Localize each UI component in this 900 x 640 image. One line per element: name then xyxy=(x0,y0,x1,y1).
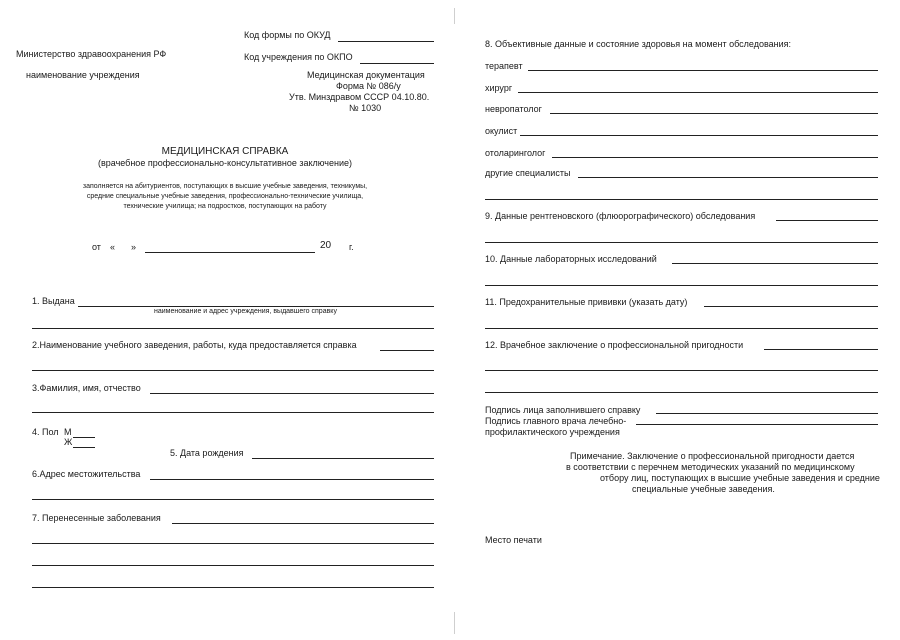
approved-label: Утв. Минздравом СССР 04.10.80. xyxy=(289,92,430,102)
note-block xyxy=(566,451,886,495)
signature-chief-label-1: Подпись главного врача лечебно- xyxy=(485,416,627,426)
quote-close: » xyxy=(131,242,137,252)
field-5-label: 5. Дата рождения xyxy=(170,448,244,458)
okpo-label: Код учреждения по ОКПО xyxy=(244,52,353,62)
doc-type: Медицинская документация xyxy=(307,70,425,80)
instruction-line-1: заполняется на абитуриентов, поступающих в высшие учебные заведения, техникумы, xyxy=(82,183,368,190)
page-title: МЕДИЦИНСКАЯ СПРАВКА xyxy=(161,146,289,157)
field-5-line[interactable] xyxy=(252,458,434,459)
field-8-label: 8. Объективные данные и состояние здоровья на момент обследования: xyxy=(485,39,792,49)
specialist-neurologist-label: невропатолог xyxy=(485,104,542,114)
field-4-label: 4. Пол xyxy=(32,427,59,437)
note-line-2: в соответствии с перечнем методических указаний по медицинскому xyxy=(566,462,855,472)
field-3-label: 3.Фамилия, имя, отчество xyxy=(32,383,141,393)
note-line-3: отбору лиц, поступающих в высшие учебные заведения и средние xyxy=(600,473,880,483)
instruction-line-3: технические училища; на подростков, поступающих на работу xyxy=(123,203,327,210)
page-divider-top xyxy=(454,8,455,24)
okud-field[interactable] xyxy=(338,41,434,42)
field-6-label: 6.Адрес местожительства xyxy=(32,469,141,479)
year-suffix: г. xyxy=(349,242,354,252)
specialist-other-label: другие специалисты xyxy=(485,168,571,178)
specialist-surgeon-field[interactable] xyxy=(518,92,878,93)
signature-chief-field[interactable] xyxy=(636,424,878,425)
field-2-line-2[interactable] xyxy=(32,370,434,371)
field-9-line[interactable] xyxy=(776,220,878,221)
quote-open: « xyxy=(110,242,116,252)
field-6-line-2[interactable] xyxy=(32,499,434,500)
field-3-line[interactable] xyxy=(150,393,434,394)
field-11-label: 11. Предохранительные прививки (указать дату) xyxy=(485,297,688,307)
field-9-line-2[interactable] xyxy=(485,242,878,243)
field-7-label: 7. Перенесенные заболевания xyxy=(32,513,161,523)
page-subtitle: (врачебное профессионально-консультативное заключение) xyxy=(98,158,352,168)
specialist-other-line-2[interactable] xyxy=(485,199,878,200)
institution-label: наименование учреждения xyxy=(26,70,140,80)
order-number: № 1030 xyxy=(349,103,382,113)
field-1-hint: наименование и адрес учреждения, выдавшего справку xyxy=(154,308,337,315)
ministry-label: Министерство здравоохранения РФ xyxy=(16,49,167,59)
field-1-line-2[interactable] xyxy=(32,328,434,329)
note-line-1: Примечание. Заключение о профессиональной пригодности дается xyxy=(570,451,855,461)
stamp-place-label: Место печати xyxy=(485,535,542,545)
specialist-neurologist-field[interactable] xyxy=(550,113,878,114)
sex-male-label: М xyxy=(64,427,72,437)
form-number: Форма № 086/у xyxy=(336,81,401,91)
date-prefix: от xyxy=(92,242,101,252)
specialist-other-field[interactable] xyxy=(578,177,878,178)
field-12-line-2[interactable] xyxy=(485,370,878,371)
date-month-field[interactable] xyxy=(145,252,315,253)
field-6-line[interactable] xyxy=(150,479,434,480)
signature-filler-field[interactable] xyxy=(656,413,878,414)
okud-label: Код формы по ОКУД xyxy=(244,30,331,40)
field-1-line[interactable] xyxy=(78,306,434,307)
sex-female-field[interactable] xyxy=(73,447,95,448)
sex-male-field[interactable] xyxy=(73,437,95,438)
field-2-line[interactable] xyxy=(380,350,434,351)
field-11-line-2[interactable] xyxy=(485,328,878,329)
field-12-line-3[interactable] xyxy=(485,392,878,393)
specialist-ent-field[interactable] xyxy=(552,157,878,158)
field-11-line[interactable] xyxy=(704,306,878,307)
field-9-label: 9. Данные рентгеновского (флюорографического) обследования xyxy=(485,211,756,221)
field-10-line-2[interactable] xyxy=(485,285,878,286)
field-10-line[interactable] xyxy=(672,263,878,264)
field-7-line-3[interactable] xyxy=(32,565,434,566)
okpo-field[interactable] xyxy=(360,63,434,64)
specialist-therapist-field[interactable] xyxy=(528,70,878,71)
field-3-line-2[interactable] xyxy=(32,412,434,413)
field-12-label: 12. Врачебное заключение о профессиональной пригодности xyxy=(485,340,744,350)
specialist-ent-label: отоларинголог xyxy=(485,148,546,158)
field-7-line[interactable] xyxy=(172,523,434,524)
sex-female-label: Ж xyxy=(64,437,73,447)
field-1-label: 1. Выдана xyxy=(32,296,75,306)
note-line-4: специальные учебные заведения. xyxy=(632,484,775,494)
field-10-label: 10. Данные лабораторных исследований xyxy=(485,254,657,264)
field-12-line[interactable] xyxy=(764,349,878,350)
field-2-label: 2.Наименование учебного заведения, работы, куда предоставляется справка xyxy=(32,340,357,350)
field-7-line-4[interactable] xyxy=(32,587,434,588)
specialist-oculist-label: окулист xyxy=(485,126,518,136)
year-prefix: 20 xyxy=(320,240,332,251)
instruction-line-2: средние специальные учебные заведения, профессионально-технические училища, xyxy=(86,193,364,200)
specialist-surgeon-label: хирург xyxy=(485,83,513,93)
specialist-oculist-field[interactable] xyxy=(520,135,878,136)
field-7-line-2[interactable] xyxy=(32,543,434,544)
signature-filler-label: Подпись лица заполнившего справку xyxy=(485,405,641,415)
signature-chief-label-2: профилактического учреждения xyxy=(485,427,620,437)
specialist-therapist-label: терапевт xyxy=(485,61,523,71)
page-divider-bottom xyxy=(454,612,455,634)
